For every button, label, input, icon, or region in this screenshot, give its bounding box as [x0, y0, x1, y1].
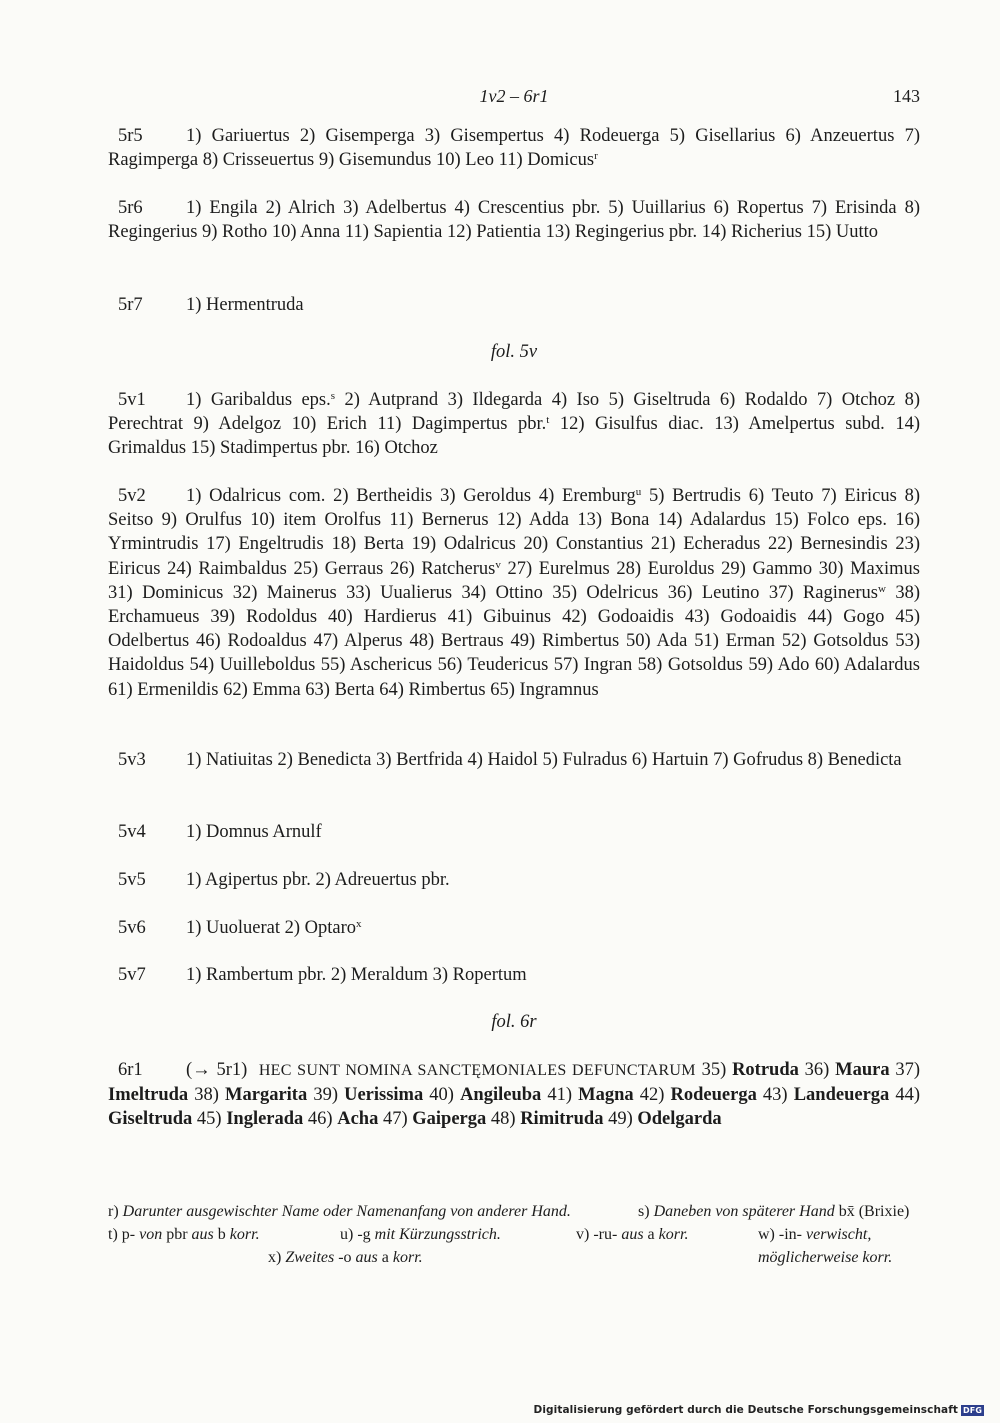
nun-name: Inglerada — [226, 1109, 304, 1130]
nun-name: Giseltruda — [108, 1109, 193, 1130]
footnote-text: korr. — [225, 1226, 260, 1243]
nun-name: Rimitruda — [520, 1109, 604, 1130]
name-number: 44) — [895, 1085, 921, 1106]
footnote-text: aus — [617, 1226, 648, 1243]
entry-text: 38) Erchamueus 39) Rodoldus 40) Hardierus 41) Gibuinus 42) Godoaidis 43) Godoaidis 44) Gogo 45) Odelbertus 46) Rodoaldus 47) Alperus 48) Bertraus 49) Rimbertus 50) Ada 51) Erman 52) Gotsoldus 53) Haidoldus 54) Uuilleboldus 55) Aschericus 56) Teudericus 57) Ingran 58) Gotsoldus 59) Ado 60) Adalardus 61) Ermenildis 62) Emma 63) Berta 64) Rimbertus 65) Ingramnus — [108, 582, 920, 700]
nun-name: Rotruda — [732, 1060, 799, 1080]
section-heading: HEC SUNT NOMINA SANCTĘMONIALES DEFUNCTARUM — [258, 1062, 696, 1079]
entry-signature: 5v5 — [118, 870, 146, 890]
footnote-mark: t — [546, 414, 550, 427]
entry-text: 5) Bertrudis 6) Teuto 7) Eiricus 8) Seitso 9) Orulfus 10) item Orolfus 11) Bernerus 12) Adda 13) Bona 14) Adalardus 15) Folco eps. 16) Yrmintrudis 17) Engeltrudis 18) Berta 19) Odalricus 20) Constantius 21) Echeradus 22) Bernesindis 23) Eiricus 24) Raimbaldus 25) Gerraus 26) Ratcherus — [108, 486, 921, 579]
nun-name: Imeltruda — [108, 1085, 189, 1106]
name-number: 42) — [639, 1085, 671, 1106]
footnote-r — [108, 1200, 571, 1223]
name-number: 41) — [547, 1085, 579, 1106]
folio-heading-6r: fol. 6r — [491, 1012, 537, 1032]
nun-name: Rodeuerga — [670, 1085, 757, 1106]
footnote-text: pbr — [166, 1226, 188, 1243]
footnote-text: Darunter ausgewischter Name oder Namenanfang von anderer Hand. — [122, 1203, 571, 1220]
footnote-mark: t) — [108, 1226, 118, 1243]
entry-5r7 — [108, 293, 920, 317]
name-number: 40) — [429, 1085, 461, 1106]
entry-text: 1) Rambertum pbr. 2) Meraldum 3) Ropertum — [186, 965, 527, 985]
footnote-text: mit Kürzungsstrich. — [370, 1226, 501, 1243]
footnote-text: von — [135, 1226, 167, 1243]
footnote-t — [108, 1223, 260, 1246]
footnote-text: korr. — [654, 1226, 689, 1243]
footnote-text: verwischt, möglicherweise korr. — [758, 1226, 893, 1266]
nun-name: Landeuerga — [793, 1085, 890, 1106]
page-number: 143 — [893, 86, 920, 106]
entry-signature: 5v7 — [118, 965, 146, 985]
entry-signature: 5r5 — [118, 126, 143, 146]
name-number: 46) — [307, 1109, 338, 1130]
footnote-row — [108, 1200, 920, 1223]
footnote-text: -o — [338, 1249, 352, 1266]
nun-name: Maura — [835, 1060, 890, 1080]
footnote-text: -g — [357, 1226, 371, 1243]
name-number: 47) — [382, 1109, 413, 1130]
footnote-mark: u — [635, 486, 642, 498]
nun-name: Odelgarda — [637, 1109, 722, 1130]
entry-signature: 5v3 — [118, 750, 146, 770]
funding-footer — [534, 1404, 984, 1416]
nun-name: Acha — [337, 1109, 379, 1130]
entry-text: 1) Hermentruda — [186, 295, 304, 315]
name-number: 49) — [608, 1109, 638, 1130]
nun-name: Angileuba — [460, 1085, 542, 1106]
footnote-text: a — [381, 1249, 389, 1266]
name-number: 39) — [313, 1085, 345, 1106]
footnote-text: b — [217, 1226, 226, 1243]
footnote-mark: v — [495, 558, 501, 571]
footnote-mark: u) — [340, 1226, 354, 1243]
footnote-s — [638, 1200, 909, 1223]
footnote-v — [576, 1223, 688, 1246]
running-head-title: 1v2 – 6r1 — [479, 86, 549, 106]
footnote-mark: r) — [108, 1203, 119, 1220]
footnote-text: korr. — [388, 1249, 423, 1266]
entry-signature: 5r7 — [118, 295, 143, 315]
footnote-x — [268, 1246, 423, 1269]
footnote-text: a — [647, 1226, 655, 1243]
footnote-text: aus — [187, 1226, 218, 1243]
entry-text: 1) Domnus Arnulf — [186, 822, 322, 842]
footnote-text: -in- — [778, 1226, 802, 1243]
footnote-text: aus — [351, 1249, 382, 1266]
entry-signature: 5r6 — [118, 198, 143, 218]
entry-text: 2) Autprand 3) Ildegarda 4) Iso 5) Giseltruda 6) Rodaldo 7) Otchoz 8) Perechtrat 9) Adelgoz 10) Erich 11) Dagimpertus pbr. — [108, 390, 920, 435]
cross-reference: (→ 5r1) — [186, 1060, 248, 1080]
folio-heading-5v: fol. 5v — [490, 342, 538, 362]
name-number: 37) — [895, 1060, 921, 1080]
entry-5v6 — [108, 916, 920, 940]
footnote-mark: v) — [576, 1226, 590, 1243]
footnote-text: -ru- — [593, 1226, 618, 1243]
entry-text: 27) Eurelmus 28) Euroldus 29) Gammo 30) Maximus 31) Dominicus 32) Mainerus 33) Uualierus 34) Ottino 35) Odelricus 36) Leutino 37) Raginerus — [108, 558, 920, 603]
dfg-logo: DFG — [963, 1405, 982, 1415]
entry-text: 12) Gisulfus diac. 13) Amelpertus subd. 14) Grimaldus 15) Stadimpertus pbr. 16) Otchoz — [108, 414, 920, 459]
entry-text: 1) Agipertus pbr. 2) Adreuertus pbr. — [186, 870, 450, 890]
entry-text: 1) Gariuertus 2) Gisemperga 3) Gisempertus 4) Rodeuerga 5) Gisellarius 6) Anzeuertus 7) Ragimperga 8) Crisseuertus 9) Gisemundus 10) Leo 11) Domicus — [108, 126, 920, 171]
entry-6r1 — [108, 1058, 920, 1132]
footnote-mark: s) — [638, 1203, 650, 1220]
entry-5r6 — [108, 196, 920, 244]
footnote-u — [340, 1223, 501, 1246]
entry-text: 1) Natiuitas 2) Benedicta 3) Bertfrida 4) Haidol 5) Fulradus 6) Hartuin 7) Gofrudus 8) Benedicta — [186, 750, 902, 770]
entry-text: 1) Odalricus com. 2) Bertheidis 3) Geroldus 4) Eremburg — [186, 486, 636, 506]
name-number: 48) — [490, 1109, 521, 1130]
footnotes — [108, 1200, 920, 1269]
name-number: 38) — [194, 1085, 226, 1106]
footnote-mark: w — [877, 582, 886, 595]
entry-text: 1) Engila 2) Alrich 3) Adelbertus 4) Crescentius pbr. 5) Uuillarius 6) Ropertus 7) Erisinda 8) Regingerius 9) Rotho 10) Anna 11) Sapientia 12) Patientia 13) Regingerius pbr. 14) Richerius 15) Uutto — [108, 198, 920, 243]
footnote-text: Daneben von späterer Hand — [653, 1203, 835, 1220]
footnote-text: Zweites — [285, 1249, 339, 1266]
footnote-mark: r — [594, 150, 598, 163]
entry-5v4 — [108, 820, 920, 844]
footnote-mark: x — [356, 918, 362, 930]
running-head — [108, 86, 920, 110]
nun-name: Magna — [578, 1085, 634, 1106]
name-number: 36) — [804, 1060, 836, 1080]
name-number: 35) — [701, 1060, 733, 1080]
nun-name: Margarita — [225, 1085, 308, 1106]
footnote-mark: x) — [268, 1249, 282, 1266]
footnote-mark: s — [330, 390, 336, 402]
entry-signature: 5v2 — [118, 486, 146, 506]
footnote-text: bx̄ (Brixie) — [834, 1203, 910, 1220]
entry-signature: 5v6 — [118, 918, 146, 938]
entry-5v1 — [108, 388, 920, 461]
footnote-mark: w) — [758, 1226, 775, 1243]
entry-signature: 6r1 — [118, 1060, 143, 1080]
funding-text: Digitalisierung gefördert durch die Deutsche Forschungsgemeinschaft — [533, 1404, 959, 1416]
entry-text: 1) Garibaldus eps. — [186, 390, 331, 410]
nun-name: Uerissima — [344, 1085, 424, 1106]
footnote-text: p- — [121, 1226, 136, 1243]
entry-signature: 5v4 — [118, 822, 146, 842]
entry-5v2 — [108, 484, 920, 702]
name-number: 43) — [762, 1085, 794, 1106]
entry-5v7 — [108, 963, 920, 987]
entry-5r5 — [108, 124, 920, 172]
entry-signature: 5v1 — [118, 390, 146, 410]
entry-5v3 — [108, 748, 920, 772]
nun-name: Gaiperga — [412, 1109, 487, 1130]
name-number: 45) — [196, 1109, 227, 1130]
entry-5v5 — [108, 868, 920, 892]
footnote-row — [108, 1246, 920, 1269]
entry-text: 1) Uuoluerat 2) Optaro — [186, 918, 357, 938]
